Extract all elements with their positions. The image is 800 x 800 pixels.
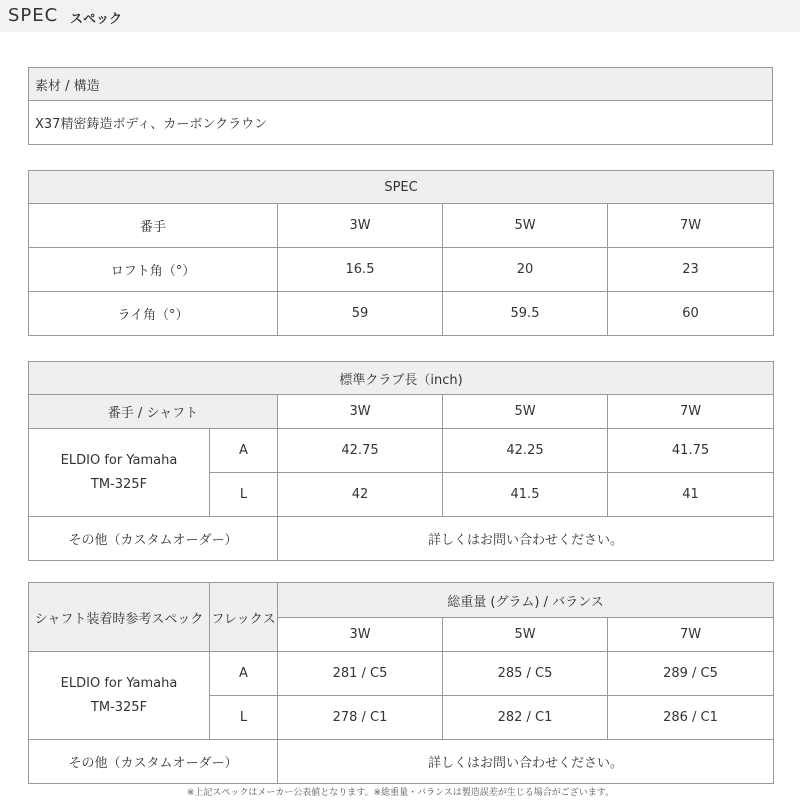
material-label: 素材 / 構造	[29, 68, 773, 101]
table-row	[29, 292, 774, 336]
weight-a-5w: 285 / C5	[443, 652, 608, 696]
length-club-5w: 5W	[443, 395, 608, 429]
length-a-3w: 42.75	[278, 429, 443, 473]
spec-col-label: 番手	[29, 204, 278, 248]
loft-3w: 16.5	[278, 248, 443, 292]
weight-l-5w: 282 / C1	[443, 696, 608, 740]
weight-other-label: その他（カスタムオーダー）	[29, 740, 278, 784]
spec-table	[28, 170, 774, 336]
length-l-5w: 41.5	[443, 473, 608, 517]
length-shaft-name	[29, 429, 210, 517]
table-row	[29, 517, 774, 561]
weight-l-3w: 278 / C1	[278, 696, 443, 740]
loft-label: ロフト角（°）	[29, 248, 278, 292]
length-l-7w: 41	[608, 473, 774, 517]
length-title: 標準クラブ長（inch)	[29, 362, 774, 395]
footnote: ※上記スペックはメーカー公表値となります。※総重量・バランスは製造誤差が生じる場合がございます。	[186, 788, 615, 798]
shaft-name-line2: TM-325F	[90, 699, 148, 715]
spec-title: SPEC	[29, 171, 774, 204]
weight-shaft-spec-label: シャフト装着時参考スペック	[29, 583, 210, 652]
material-value: X37精密鋳造ボディ、カーボンクラウン	[29, 101, 773, 145]
weight-club-3w: 3W	[278, 618, 443, 652]
lie-5w: 59.5	[443, 292, 608, 336]
weight-a-7w: 289 / C5	[608, 652, 774, 696]
loft-5w: 20	[443, 248, 608, 292]
table-row	[29, 248, 774, 292]
length-a-5w: 42.25	[443, 429, 608, 473]
weight-flex-a: A	[210, 652, 278, 696]
length-other-value: 詳しくはお問い合わせください。	[278, 517, 774, 561]
length-club-3w: 3W	[278, 395, 443, 429]
shaft-name-line1: ELDIO for Yamaha	[60, 675, 178, 691]
weight-a-3w: 281 / C5	[278, 652, 443, 696]
spec-club-5w: 5W	[443, 204, 608, 248]
length-l-3w: 42	[278, 473, 443, 517]
loft-7w: 23	[608, 248, 774, 292]
page-title: SPEC	[8, 5, 59, 26]
shaft-name-line1: ELDIO for Yamaha	[60, 452, 178, 468]
lie-3w: 59	[278, 292, 443, 336]
page-subtitle: スペック	[70, 12, 123, 27]
spec-club-3w: 3W	[278, 204, 443, 248]
weight-flex-label: フレックス	[210, 583, 278, 652]
length-a-7w: 41.75	[608, 429, 774, 473]
shaft-name-line2: TM-325F	[90, 476, 148, 492]
table-row	[29, 740, 774, 784]
page-header	[0, 0, 800, 32]
spec-club-7w: 7W	[608, 204, 774, 248]
weight-club-7w: 7W	[608, 618, 774, 652]
weight-club-5w: 5W	[443, 618, 608, 652]
weight-l-7w: 286 / C1	[608, 696, 774, 740]
lie-7w: 60	[608, 292, 774, 336]
weight-other-value: 詳しくはお問い合わせください。	[278, 740, 774, 784]
table-row	[29, 652, 774, 696]
material-table	[28, 67, 773, 145]
length-head-label: 番手 / シャフト	[29, 395, 278, 429]
weight-balance-table	[28, 582, 774, 784]
lie-label: ライ角（°）	[29, 292, 278, 336]
weight-flex-l: L	[210, 696, 278, 740]
length-flex-a: A	[210, 429, 278, 473]
weight-title: 総重量 (グラム) / バランス	[278, 583, 774, 618]
length-club-7w: 7W	[608, 395, 774, 429]
weight-shaft-name	[29, 652, 210, 740]
club-length-table	[28, 361, 774, 561]
length-flex-l: L	[210, 473, 278, 517]
length-other-label: その他（カスタムオーダー）	[29, 517, 278, 561]
table-row	[29, 429, 774, 473]
